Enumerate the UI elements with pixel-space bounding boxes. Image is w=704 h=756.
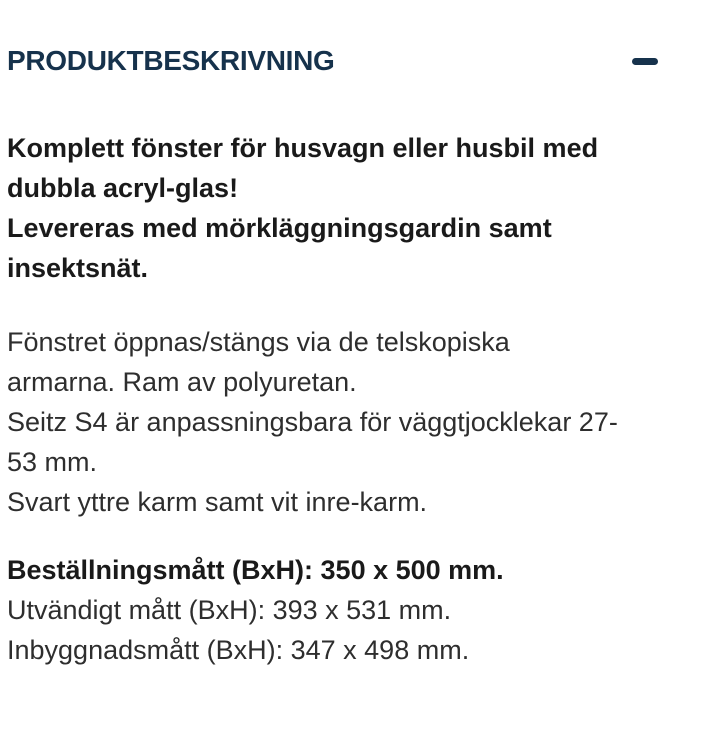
text-line: Levereras med mörkläggningsgardin samt: [7, 213, 552, 243]
section-title: PRODUKTBESKRIVNING: [7, 45, 335, 76]
text-line: armarna. Ram av polyuretan.: [7, 367, 357, 397]
text-line: Fönstret öppnas/stängs via de telskopiska: [7, 327, 510, 357]
text-line: Komplett fönster för husvagn eller husbil med: [7, 133, 599, 163]
order-size-line: Beställningsmått (BxH): 350 x 500 mm.: [7, 555, 504, 585]
text-line: insektsnät.: [7, 253, 149, 283]
collapse-minus-icon[interactable]: [632, 58, 658, 65]
text-line: Svart yttre karm samt vit inre-karm.: [7, 487, 428, 517]
text-line: 53 mm.: [7, 447, 98, 477]
text-line: Seitz S4 är anpassningsbara för väggtjocklekar 27-: [7, 407, 618, 437]
accordion-header[interactable]: [7, 44, 704, 78]
built-in-size-line: Inbyggnadsmått (BxH): 347 x 498 mm.: [7, 635, 470, 665]
measurements-paragraph: [7, 550, 704, 670]
intro-paragraph: [7, 128, 704, 288]
details-paragraph: [7, 322, 704, 522]
text-line: dubbla acryl-glas!: [7, 173, 239, 203]
external-size-line: Utvändigt mått (BxH): 393 x 531 mm.: [7, 595, 452, 625]
